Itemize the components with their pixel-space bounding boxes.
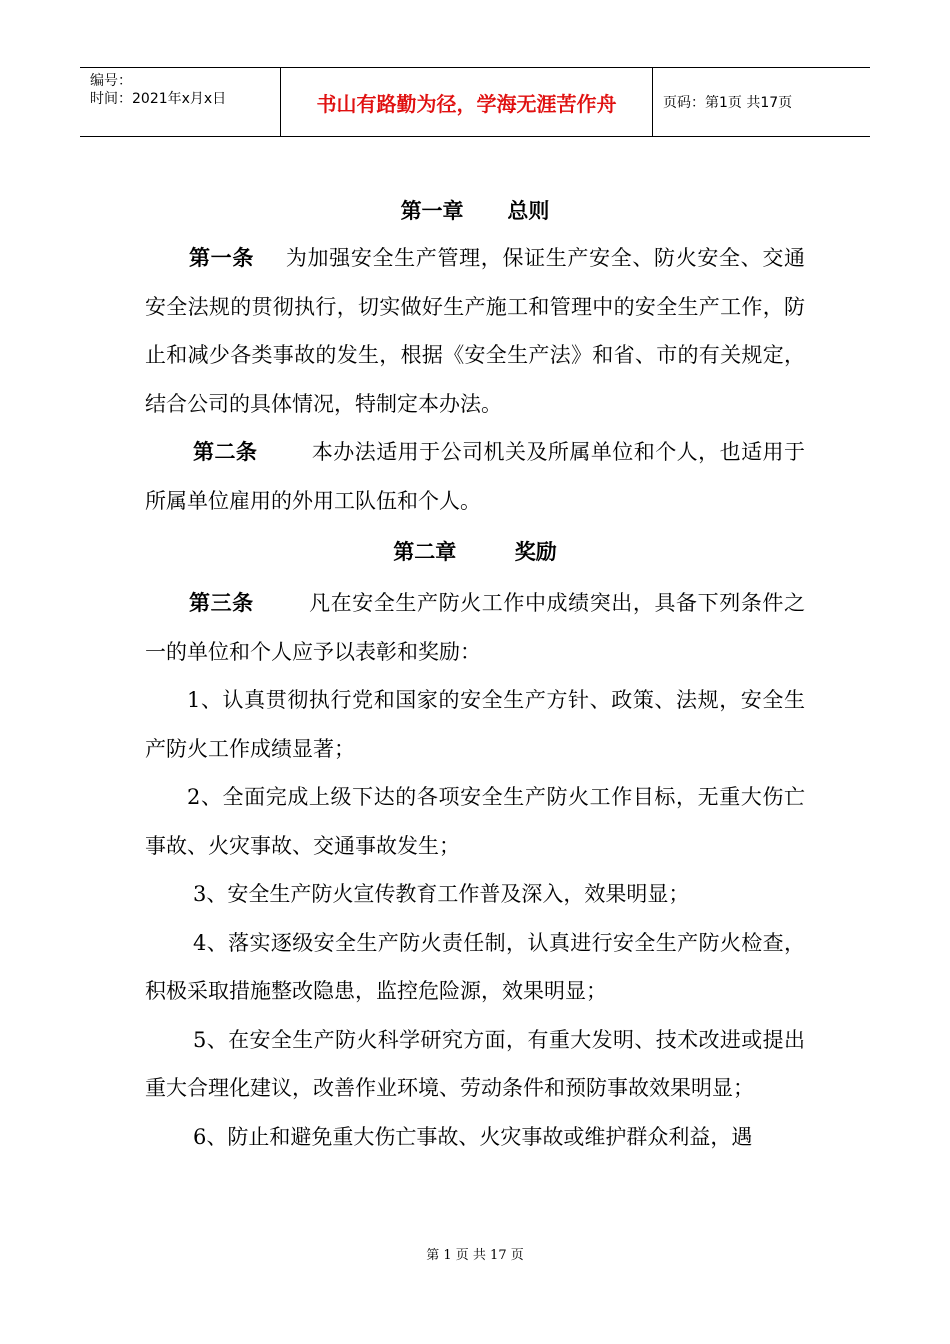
article-2: [145, 428, 805, 525]
list-item: 6、防止和避免重大伤亡事故、火灾事故或维护群众利益，遇: [193, 1124, 753, 1149]
list-item: 2、全面完成上级下达的各项安全生产防火工作目标，无重大伤亡事故、火灾事故、交通事故发生；: [145, 785, 805, 858]
list-item: 4、落实逐级安全生产防火责任制，认真进行安全生产防火检查，积极采取措施整改隐患，监控危险源，效果明显；: [145, 930, 805, 1003]
list-item: 5、在安全生产防火科学研究方面，有重大发明、技术改进或提出重大合理化建议，改善作业环境、劳动条件和预防事故效果明显；: [145, 1027, 805, 1100]
page-header: [80, 67, 870, 137]
header-meta: [80, 68, 281, 136]
article-2-text: 本办法适用于公司机关及所属单位和个人，也适用于所属单位雇用的外用工队伍和个人。: [145, 440, 805, 513]
article-3-label: 第三条: [189, 591, 310, 615]
header-page-info: 页码：第1页 共17页: [663, 95, 793, 111]
chapter-1-title: 第一章 总则: [400, 199, 550, 223]
time-label: 时间：2021年x月x日: [90, 91, 227, 107]
page-footer: 第 1 页 共 17 页: [426, 1248, 524, 1263]
list-item: 1、认真贯彻执行党和国家的安全生产方针、政策、法规，安全生产防火工作成绩显著；: [145, 688, 805, 761]
list-item: 3、安全生产防火宣传教育工作普及深入，效果明显；: [193, 882, 690, 906]
article-1: [145, 234, 805, 428]
article-3-text: 凡在安全生产防火工作中成绩突出，具备下列条件之一的单位和个人应予以表彰和奖励：: [145, 591, 805, 664]
chapter-2-title: 第二章 奖励: [393, 540, 557, 564]
number-label: 编号：: [90, 73, 132, 89]
article-3: [145, 579, 805, 676]
article-1-label: 第一条: [189, 246, 286, 270]
article-2-label: 第二条: [193, 440, 312, 464]
header-motto: 书山有路勤为径，学海无涯苦作舟: [281, 68, 653, 136]
document-body: [145, 188, 805, 1161]
article-1-text: 为加强安全生产管理，保证生产安全、防火安全、交通安全法规的贯彻执行，切实做好生产施工和管理中的安全生产工作，防止和减少各类事故的发生，根据《安全生产法》和省、市的有关规定，结合公司的具体情况，特制定本办法。: [145, 246, 805, 416]
